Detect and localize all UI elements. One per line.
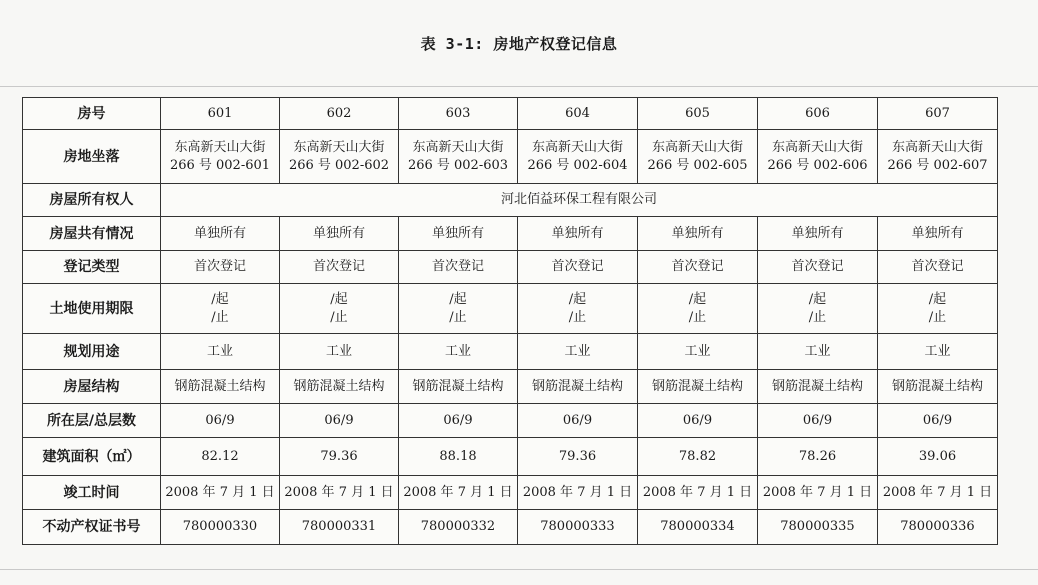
reg-type-cell: 首次登记 (758, 251, 878, 284)
cert-no-cell: 780000332 (399, 510, 518, 545)
room-no-cell: 602 (280, 98, 399, 130)
location-street: 东高新天山大街 (174, 139, 266, 155)
floor-cell: 06/9 (878, 404, 998, 438)
cert-no-cell: 780000335 (758, 510, 878, 545)
table-title: 表 3-1: 房地产权登记信息 (420, 35, 618, 53)
row-label: 登记类型 (23, 251, 161, 284)
location-cell (161, 130, 280, 184)
row-usage (23, 334, 998, 370)
co-ownership-cell: 单独所有 (758, 217, 878, 251)
completion-cell: 2008 年 7 月 1 日 (161, 476, 280, 510)
floor-cell: 06/9 (280, 404, 399, 438)
room-no-cell: 606 (758, 98, 878, 130)
co-ownership-cell: 单独所有 (399, 217, 518, 251)
location-cell (280, 130, 399, 184)
structure-cell: 钢筋混凝土结构 (280, 370, 399, 404)
structure-cell: 钢筋混凝土结构 (638, 370, 758, 404)
row-label: 不动产权证书号 (23, 510, 161, 545)
usage-cell: 工业 (878, 334, 998, 370)
structure-cell: 钢筋混凝土结构 (878, 370, 998, 404)
row-label: 房屋共有情况 (23, 217, 161, 251)
land-term-cell (758, 284, 878, 334)
row-structure (23, 370, 998, 404)
row-label: 规划用途 (23, 334, 161, 370)
area-cell: 78.26 (758, 438, 878, 476)
row-label: 建筑面积（㎡） (23, 438, 161, 476)
structure-cell: 钢筋混凝土结构 (518, 370, 638, 404)
row-floor (23, 404, 998, 438)
row-label: 房地坐落 (23, 130, 161, 184)
structure-cell: 钢筋混凝土结构 (758, 370, 878, 404)
cert-no-cell: 780000331 (280, 510, 399, 545)
location-number: 266 号 002-607 (887, 157, 988, 173)
land-term-start: /起 (808, 291, 827, 307)
cert-no-cell: 780000336 (878, 510, 998, 545)
location-street: 东高新天山大街 (412, 139, 504, 155)
location-street: 东高新天山大街 (293, 139, 385, 155)
location-number: 266 号 002-601 (169, 157, 271, 173)
reg-type-cell: 首次登记 (280, 251, 399, 284)
location-cell (638, 130, 758, 184)
row-label: 所在层/总层数 (23, 404, 161, 438)
area-cell: 79.36 (280, 438, 399, 476)
reg-type-cell: 首次登记 (638, 251, 758, 284)
reg-type-cell: 首次登记 (518, 251, 638, 284)
completion-cell: 2008 年 7 月 1 日 (280, 476, 399, 510)
usage-cell: 工业 (399, 334, 518, 370)
completion-cell: 2008 年 7 月 1 日 (758, 476, 878, 510)
land-term-end: /止 (568, 309, 587, 325)
structure-cell: 钢筋混凝土结构 (399, 370, 518, 404)
floor-cell: 06/9 (638, 404, 758, 438)
structure-cell: 钢筋混凝土结构 (161, 370, 280, 404)
row-room-no (23, 98, 998, 130)
row-label: 竣工时间 (23, 476, 161, 510)
row-area (23, 438, 998, 476)
reg-type-cell: 首次登记 (399, 251, 518, 284)
land-term-end: /止 (330, 309, 348, 325)
page-divider-top (0, 86, 1038, 87)
row-co-ownership (23, 217, 998, 251)
co-ownership-cell: 单独所有 (878, 217, 998, 251)
cert-no-cell: 780000334 (638, 510, 758, 545)
area-cell: 88.18 (399, 438, 518, 476)
location-number: 266 号 002-605 (647, 157, 748, 173)
cert-no-cell: 780000330 (161, 510, 280, 545)
location-number: 266 号 002-603 (407, 157, 509, 173)
land-term-start: /起 (330, 291, 348, 307)
row-label: 房屋结构 (23, 370, 161, 404)
land-term-cell (638, 284, 758, 334)
row-completion (23, 476, 998, 510)
property-registration-table (22, 97, 998, 545)
row-land-term (23, 284, 998, 334)
floor-cell: 06/9 (518, 404, 638, 438)
location-street: 东高新天山大街 (531, 139, 623, 155)
completion-cell: 2008 年 7 月 1 日 (518, 476, 638, 510)
completion-cell: 2008 年 7 月 1 日 (638, 476, 758, 510)
land-term-cell (399, 284, 518, 334)
location-street: 东高新天山大街 (771, 139, 863, 155)
area-cell: 78.82 (638, 438, 758, 476)
floor-cell: 06/9 (161, 404, 280, 438)
row-owner (23, 184, 998, 217)
location-number: 266 号 002-604 (527, 157, 628, 173)
owner-cell: 河北佰益环保工程有限公司 (161, 184, 998, 217)
room-no-cell: 607 (878, 98, 998, 130)
co-ownership-cell: 单独所有 (638, 217, 758, 251)
land-term-start: /起 (568, 291, 587, 307)
room-no-cell: 603 (399, 98, 518, 130)
row-label: 房号 (23, 98, 161, 130)
co-ownership-cell: 单独所有 (518, 217, 638, 251)
location-street: 东高新天山大街 (651, 139, 743, 155)
land-term-end: /止 (211, 309, 229, 325)
land-term-end: /止 (449, 309, 467, 325)
land-term-end: /止 (688, 309, 707, 325)
usage-cell: 工业 (758, 334, 878, 370)
land-term-cell (161, 284, 280, 334)
location-cell (878, 130, 998, 184)
co-ownership-cell: 单独所有 (280, 217, 399, 251)
cert-no-cell: 780000333 (518, 510, 638, 545)
co-ownership-cell: 单独所有 (161, 217, 280, 251)
row-label: 土地使用期限 (23, 284, 161, 334)
usage-cell: 工业 (280, 334, 399, 370)
land-term-start: /起 (928, 291, 947, 307)
land-term-start: /起 (211, 291, 229, 307)
location-number: 266 号 002-606 (767, 157, 868, 173)
page-divider-bottom (0, 569, 1038, 570)
land-term-cell (518, 284, 638, 334)
land-term-end: /止 (928, 309, 947, 325)
land-term-end: /止 (808, 309, 827, 325)
area-cell: 39.06 (878, 438, 998, 476)
floor-cell: 06/9 (399, 404, 518, 438)
land-term-cell (878, 284, 998, 334)
area-cell: 79.36 (518, 438, 638, 476)
land-term-cell (280, 284, 399, 334)
row-label: 房屋所有权人 (23, 184, 161, 217)
location-cell (758, 130, 878, 184)
land-term-start: /起 (688, 291, 707, 307)
area-cell: 82.12 (161, 438, 280, 476)
row-cert-no (23, 510, 998, 545)
location-number: 266 号 002-602 (288, 157, 390, 173)
usage-cell: 工业 (638, 334, 758, 370)
room-no-cell: 601 (161, 98, 280, 130)
usage-cell: 工业 (161, 334, 280, 370)
location-cell (399, 130, 518, 184)
room-no-cell: 604 (518, 98, 638, 130)
completion-cell: 2008 年 7 月 1 日 (878, 476, 998, 510)
usage-cell: 工业 (518, 334, 638, 370)
land-term-start: /起 (449, 291, 467, 307)
location-street: 东高新天山大街 (891, 139, 983, 155)
row-location (23, 130, 998, 184)
room-no-cell: 605 (638, 98, 758, 130)
completion-cell: 2008 年 7 月 1 日 (399, 476, 518, 510)
row-reg-type (23, 251, 998, 284)
floor-cell: 06/9 (758, 404, 878, 438)
location-cell (518, 130, 638, 184)
reg-type-cell: 首次登记 (878, 251, 998, 284)
reg-type-cell: 首次登记 (161, 251, 280, 284)
